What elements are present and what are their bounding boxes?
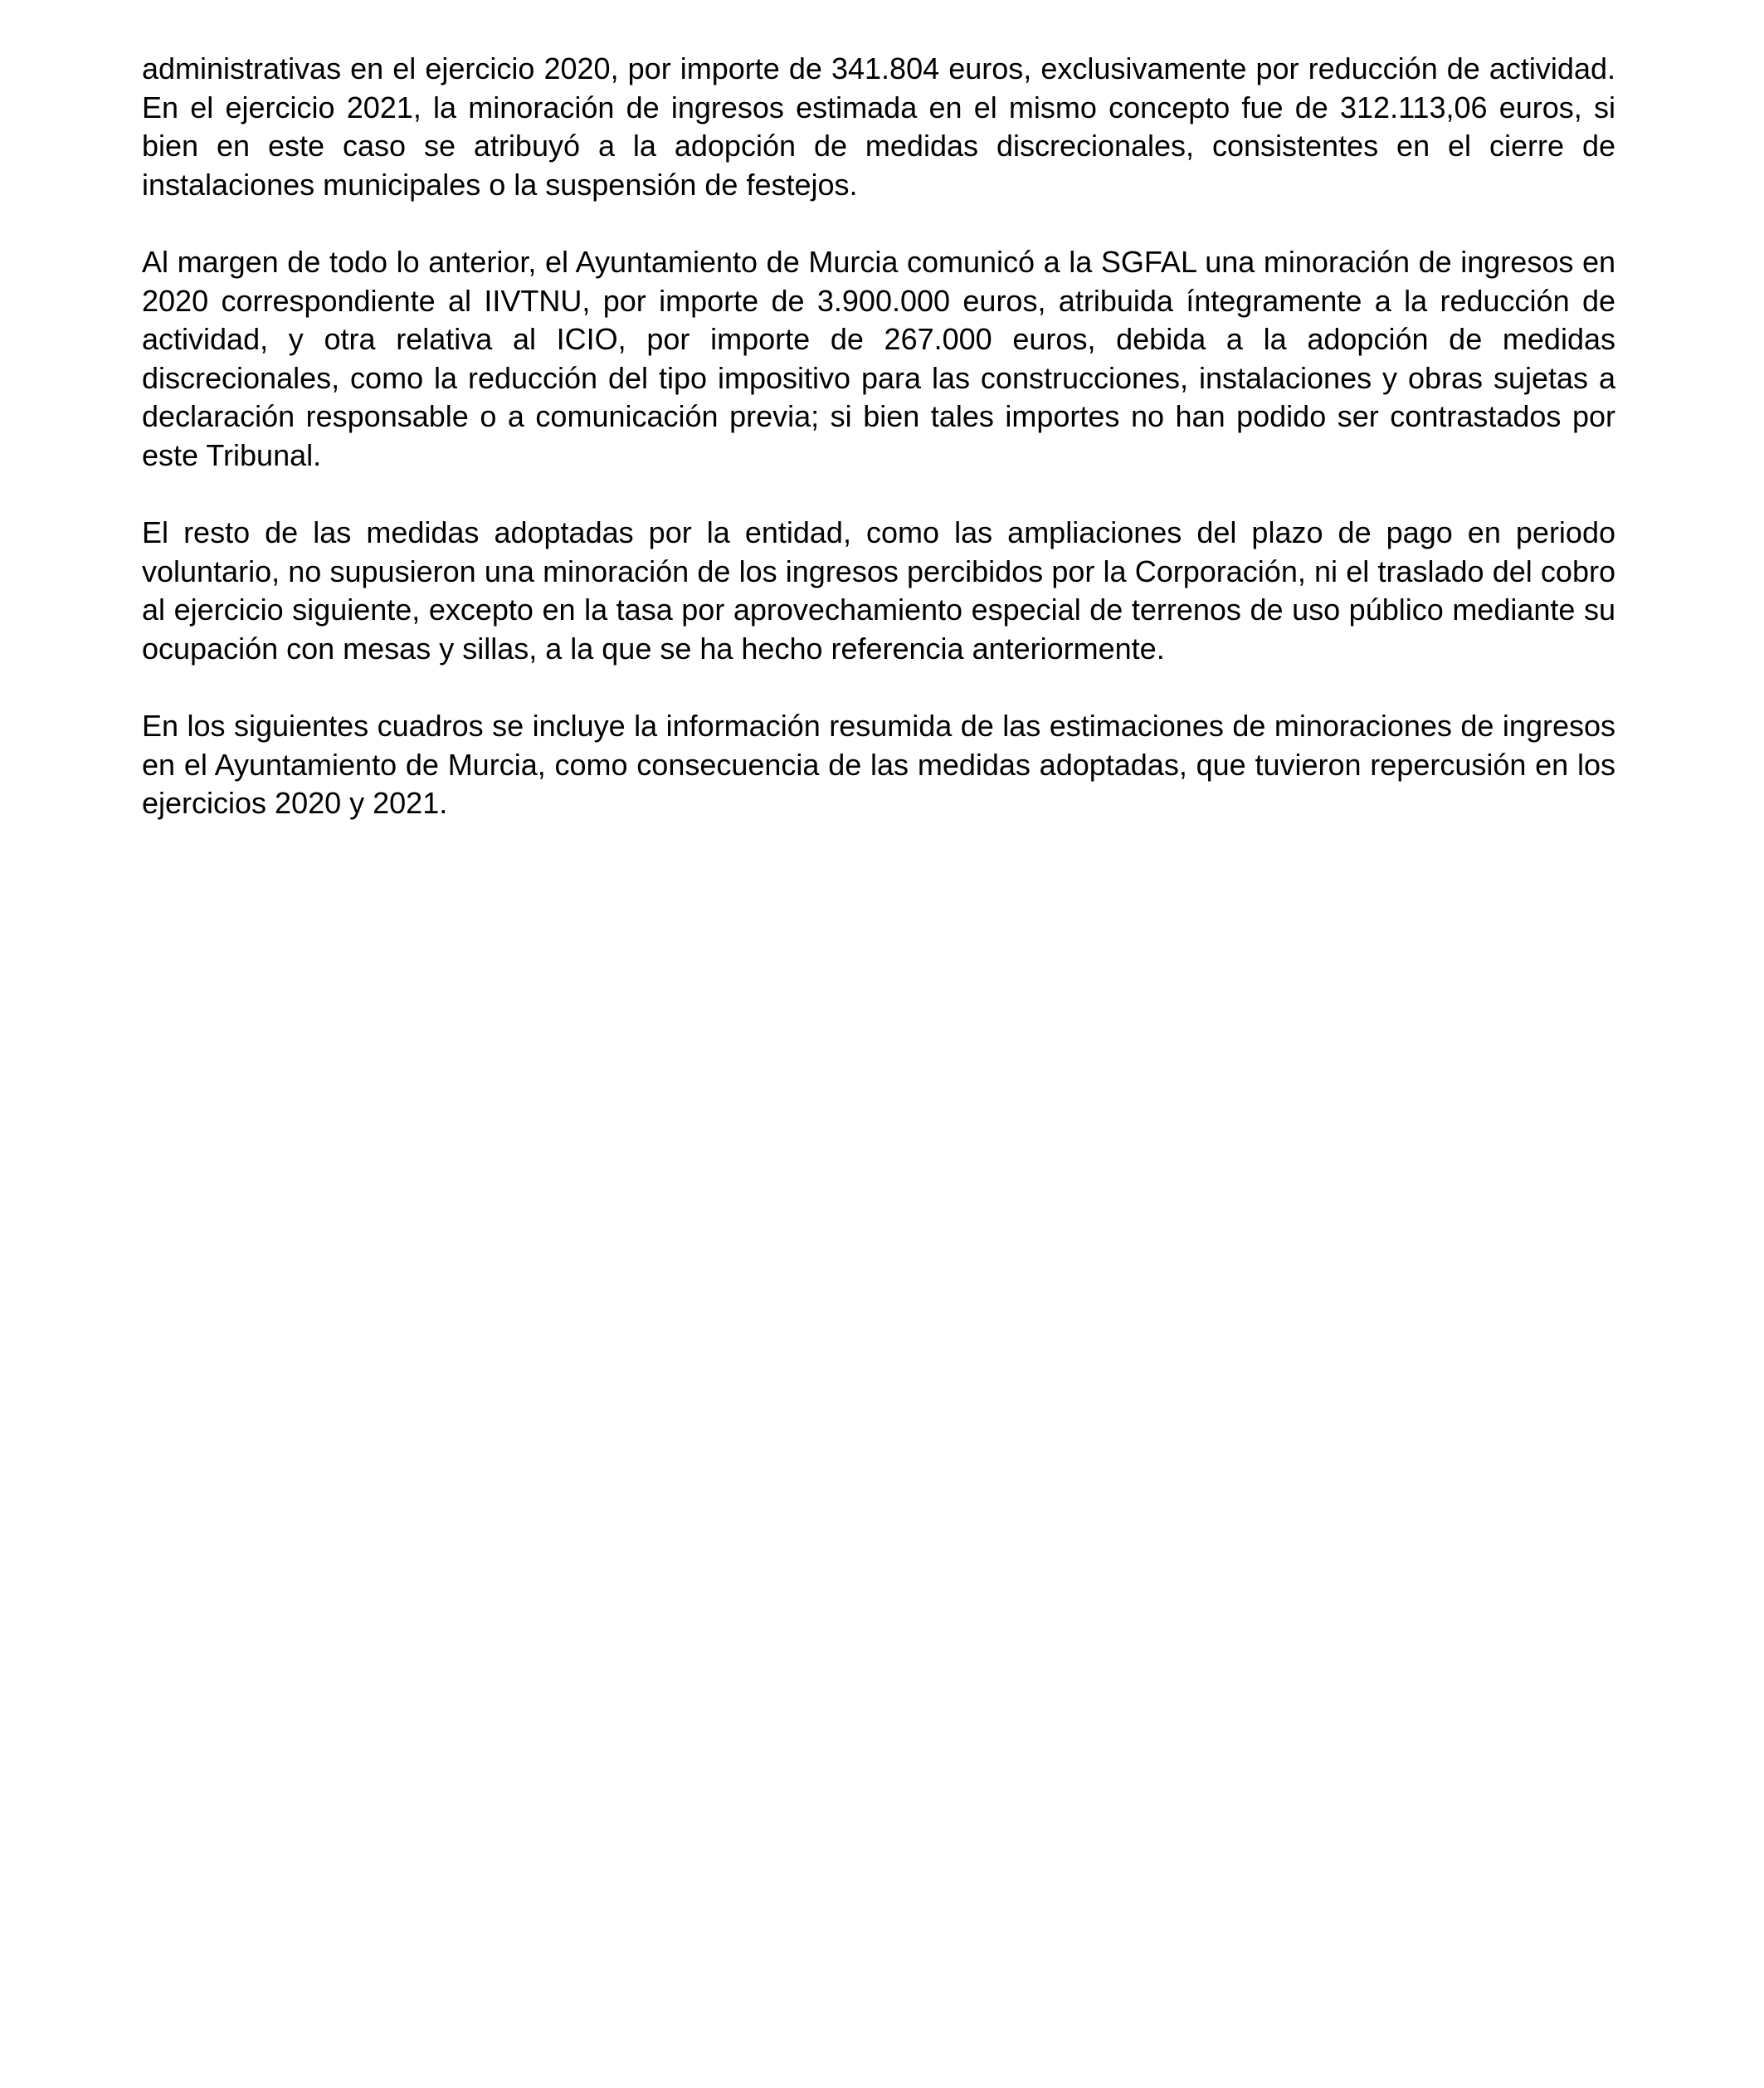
document-page [142, 50, 1615, 861]
paragraph: El resto de las medidas adoptadas por la entidad, como las ampliaciones del plazo de pago en periodo voluntario, no supusieron una minoración de los ingresos percibidos por la Corporación, ni el traslado del cobro al ejercicio siguiente, excepto en la tasa por aprovechamiento especial de terrenos de uso público mediante su ocupación con mesas y sillas, a la que se ha hecho referencia anteriormente. [142, 515, 1615, 666]
paragraph: En los siguientes cuadros se incluye la información resumida de las estimaciones de minoraciones de ingresos en el Ayuntamiento de Murcia, como consecuencia de las medidas adoptadas, que tuvieron repercusión en los ejercicios 2020 y 2021. [142, 709, 1615, 821]
paragraph: administrativas en el ejercicio 2020, por importe de 341.804 euros, exclusivamente por reducción de actividad. En el ejercicio 2021, la minoración de ingresos estimada en el mismo concepto fue de 312.113,06 euros, si bien en este caso se atribuyó a la adopción de medidas discrecionales, consistentes en el cierre de instalaciones municipales o la suspensión de festejos. [142, 51, 1615, 202]
paragraph: Al margen de todo lo anterior, el Ayuntamiento de Murcia comunicó a la SGFAL una minoración de ingresos en 2020 correspondiente al IIVTNU, por importe de 3.900.000 euros, atribuida íntegramente a la reducción de actividad, y otra relativa al ICIO, por importe de 267.000 euros, debida a la adopción de medidas discrecionales, como la reducción del tipo impositivo para las construcciones, instalaciones y obras sujetas a declaración responsable o a comunicación previa; si bien tales importes no han podido ser contrastados por este Tribunal. [142, 244, 1615, 472]
